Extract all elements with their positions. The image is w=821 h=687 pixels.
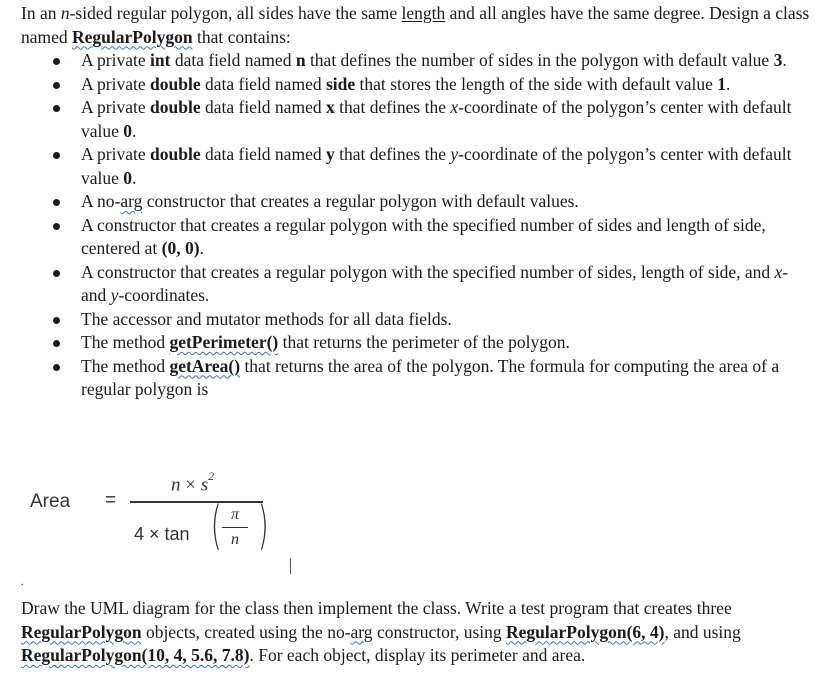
bullet-icon: [53, 223, 60, 230]
list-item: The accessor and mutator methods for all data fields.: [21, 308, 811, 332]
bullet-icon: [53, 152, 60, 159]
method-name: getArea(): [169, 355, 241, 376]
formula-denominator: 4 × tan: [134, 524, 190, 544]
list-item: A private double data field named side that stores the length of the side with default value 1.: [21, 73, 811, 97]
list-item: The method getPerimeter() that returns the perimeter of the polygon.: [21, 331, 811, 355]
bullet-icon: [53, 270, 60, 277]
formula-label: Area: [30, 491, 71, 512]
class-name: RegularPolygon: [21, 621, 142, 642]
inner-fraction-bar: [222, 527, 248, 528]
intro-text: and all angles have the same degree. Design a class named: [21, 3, 810, 47]
list-item: A constructor that creates a regular polygon with the specified number of sides, length of side, and x- and y-coordinates.: [21, 261, 811, 308]
area-formula: [30, 468, 330, 578]
class-name: RegularPolygon: [72, 26, 193, 47]
list-item: A constructor that creates a regular polygon with the specified number of sides and length of side, centered at (0, 0).: [21, 214, 811, 261]
bullet-icon: [53, 105, 60, 112]
n-symbol: n: [231, 531, 239, 549]
n-variable: n: [60, 3, 70, 23]
constructor-call: RegularPolygon(10, 4, 5.6, 7.8): [21, 645, 250, 665]
method-name: getPerimeter(): [169, 332, 279, 352]
right-paren: ): [257, 496, 269, 556]
pi-over-n: [222, 506, 248, 549]
constructor-call: RegularPolygon(6, 4): [506, 621, 665, 642]
pi-symbol: π: [230, 506, 239, 523]
intro-text: In an: [21, 3, 61, 23]
fraction-bar: [130, 501, 263, 503]
formula-numerator: $n \times s^2$: [171, 469, 215, 496]
list-item: A private int data field named n that defines the number of sides in the polygon with default value 3.: [21, 49, 811, 73]
left-paren: (: [210, 496, 222, 556]
requirements-list: [21, 49, 811, 402]
bullet-icon: [53, 317, 60, 324]
intro-text: that contains:: [192, 26, 291, 47]
bullet-icon: [53, 58, 60, 65]
text-cursor: [290, 558, 291, 574]
document-body: [21, 2, 811, 402]
list-item: A no-arg constructor that creates a regular polygon with default values.: [21, 190, 811, 214]
intro-paragraph: [21, 2, 811, 49]
list-item: A private double data field named y that defines the y-coordinate of the polygon’s center with default value 0.: [21, 143, 811, 190]
intro-text: -sided regular polygon, all sides have the same: [69, 3, 402, 23]
bullet-icon: [53, 340, 60, 347]
equals-sign: =: [105, 490, 117, 511]
bullet-icon: [53, 199, 60, 206]
bullet-icon: [53, 364, 60, 371]
list-item: A private double data field named x that defines the x-coordinate of the polygon’s center with default value 0.: [21, 96, 811, 143]
list-item: The method getArea() that returns the area of the polygon. The formula for computing the area of a regular polygon is: [21, 355, 811, 402]
closing-paragraph: Draw the UML diagram for the class then implement the class. Write a test program that creates three RegularPolygon objects, created using the no-arg constructor, using RegularPolygon(6, 4), and using RegularPolygon(10, 4, 5.6, 7.8). For each object, display its perimeter and area.: [21, 598, 741, 665]
bullet-icon: [53, 82, 60, 89]
length-word: length: [401, 3, 446, 23]
stray-dot: .: [21, 577, 24, 588]
